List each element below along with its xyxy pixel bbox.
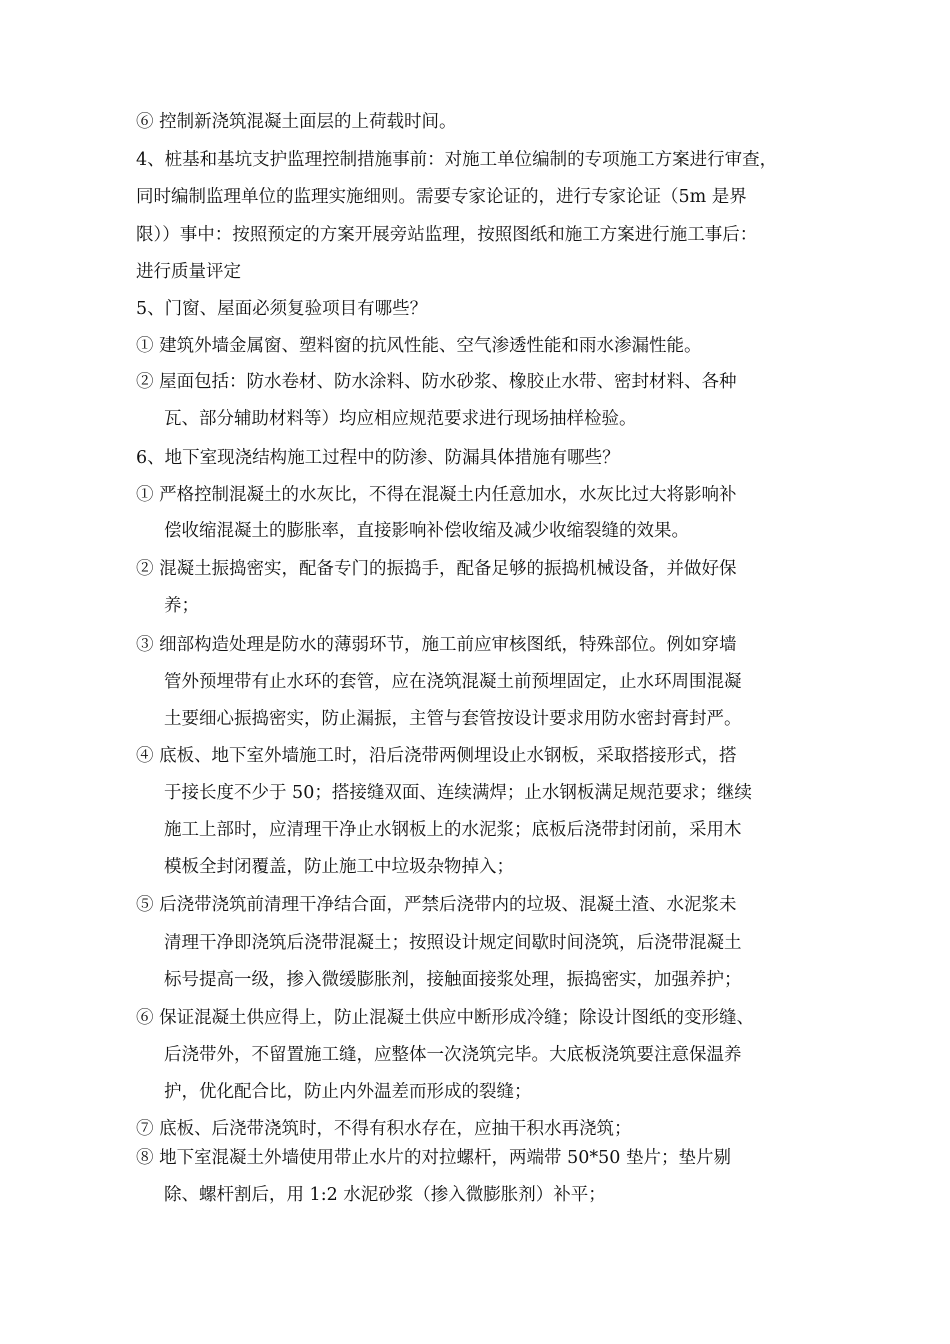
text-line: ③ 细部构造处理是防水的薄弱环节，施工前应审核图纸，特殊部位。例如穿墙	[136, 635, 737, 655]
text-line: 同时编制监理单位的监理实施细则。需要专家论证的，进行专家论证（5m 是界	[136, 187, 747, 207]
text-line: 瓦、部分辅助材料等）均应相应规范要求进行现场抽样检验。	[164, 409, 637, 429]
text-line: 5、门窗、屋面必须复验项目有哪些？	[136, 299, 428, 319]
text-line: 养；	[164, 596, 199, 616]
text-line: ⑥ 控制新浇筑混凝土面层的上荷载时间。	[136, 112, 457, 132]
text-line: 管外预埋带有止水环的套管，应在浇筑混凝土前预埋固定，止水环周围混凝	[164, 672, 742, 692]
text-line: 清理干净即浇筑后浇带混凝土；按照设计规定间歇时间浇筑，后浇带混凝土	[164, 933, 742, 953]
text-line: ④ 底板、地下室外墙施工时，沿后浇带两侧埋设止水钢板，采取搭接形式，搭	[136, 746, 737, 766]
text-line: ⑤ 后浇带浇筑前清理干净结合面，严禁后浇带内的垃圾、混凝土渣、水泥浆未	[136, 895, 737, 915]
text-line: 于接长度不少于 50；搭接缝双面、连续满焊；止水钢板满足规范要求；继续	[164, 783, 752, 803]
text-line: 进行质量评定	[136, 262, 241, 282]
text-line: 土要细心振捣密实，防止漏振，主管与套管按设计要求用防水密封膏封严。	[164, 709, 742, 729]
text-line: 施工上部时，应清理干净止水钢板上的水泥浆；底板后浇带封闭前，采用木	[164, 820, 742, 840]
text-line: 6、地下室现浇结构施工过程中的防渗、防漏具体措施有哪些？	[136, 448, 620, 468]
text-line: ② 混凝土振捣密实，配备专门的振捣手，配备足够的振捣机械设备，并做好保	[136, 559, 737, 579]
text-line: 后浇带外，不留置施工缝，应整体一次浇筑完毕。大底板浇筑要注意保温养	[164, 1045, 742, 1065]
text-line: ① 严格控制混凝土的水灰比，不得在混凝土内任意加水，水灰比过大将影响补	[136, 485, 737, 505]
text-line: 偿收缩混凝土的膨胀率，直接影响补偿收缩及减少收缩裂缝的效果。	[164, 521, 689, 541]
text-line: 模板全封闭覆盖，防止施工中垃圾杂物掉入；	[164, 857, 514, 877]
text-line: 护，优化配合比，防止内外温差而形成的裂缝；	[164, 1082, 532, 1102]
text-line: 限））事中：按照预定的方案开展旁站监理，按照图纸和施工方案进行施工事后：	[136, 225, 758, 245]
text-line: ⑥ 保证混凝土供应得上，防止混凝土供应中断形成冷缝；除设计图纸的变形缝、	[136, 1008, 755, 1028]
text-line: ② 屋面包括：防水卷材、防水涂料、防水砂浆、橡胶止水带、密封材料、各种	[136, 372, 737, 392]
text-line: 标号提高一级，掺入微缓膨胀剂，接触面接浆处理，振捣密实，加强养护；	[164, 970, 742, 990]
text-line: ⑧ 地下室混凝土外墙使用带止水片的对拉螺杆，两端带 50*50 垫片；垫片剔	[136, 1148, 731, 1168]
text-line: 除、螺杆割后，用 1:2 水泥砂浆（掺入微膨胀剂）补平；	[164, 1185, 606, 1205]
text-line: ① 建筑外墙金属窗、塑料窗的抗风性能、空气渗透性能和雨水渗漏性能。	[136, 336, 702, 356]
text-line: ⑦ 底板、后浇带浇筑时，不得有积水存在，应抽干积水再浇筑；	[136, 1119, 632, 1139]
text-line: 4、桩基和基坑支护监理控制措施事前：对施工单位编制的专项施工方案进行审查，	[136, 150, 778, 170]
